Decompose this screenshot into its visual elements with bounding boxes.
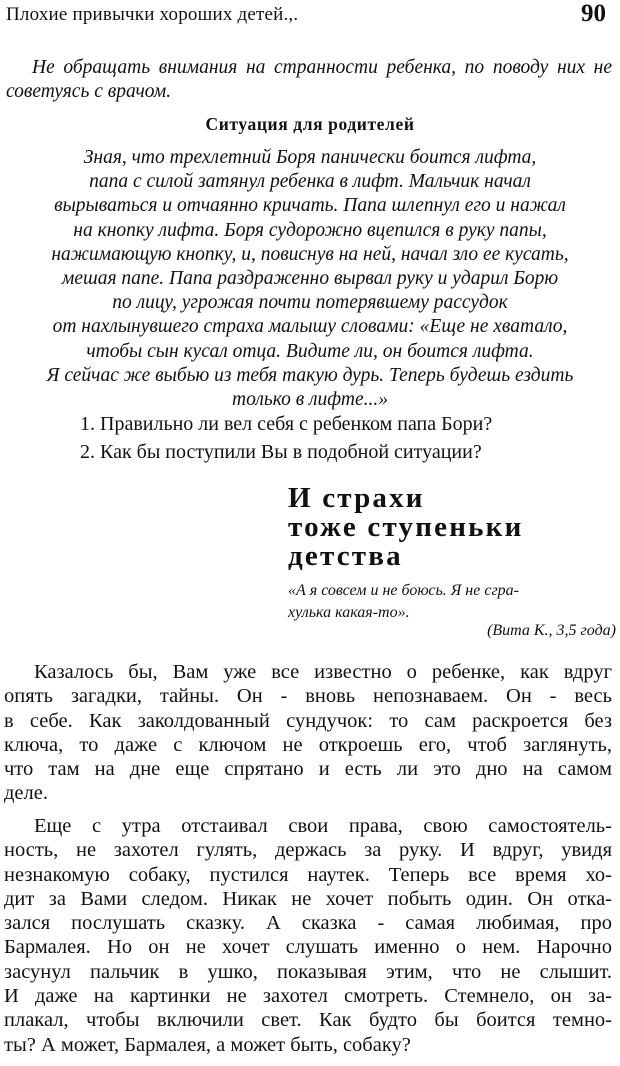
body-line: опять загадки, тайны. Он - вновь непознаваем. Он - весь <box>4 685 612 708</box>
story-line: по лицу, угрожая почти потерявшему рассудок <box>112 292 508 314</box>
story-line: чтобы сын кусал отца. Видите ли, он боится лифта. <box>86 340 534 362</box>
chapter-title-line: детства <box>288 540 403 572</box>
intro-paragraph: Не обращать внимания на странности ребенка, по поводу них не советуясь с врачом. <box>6 57 612 102</box>
body-line: Казалось бы, Вам уже все известно о ребенке, как вдруг <box>34 661 612 683</box>
page-number: 90 <box>581 0 606 27</box>
running-title: Плохие привычки хороших детей.,. <box>6 4 299 25</box>
body-line: Бармалея. Но он не хочет слушать именно о нем. Нарочно <box>4 936 612 959</box>
story-line: Я сейчас же выбью из тебя такую дурь. Теперь будешь ездить <box>46 364 574 386</box>
story-line: от нахлынувшего страха малышу словами: «Еще не хватало, <box>52 316 568 338</box>
body-line: что там на дне еще спрятано и есть ли это дно на самом <box>4 758 612 781</box>
body-line: ключа, то даже с ключом не откроешь его, чтоб заглянуть, <box>4 733 612 756</box>
chapter-title <box>288 484 524 571</box>
chapter-title-line: тоже ступеньки <box>288 511 524 543</box>
situation-heading: Ситуация для родителей <box>205 114 415 134</box>
question-item: 1. Правильно ли вел себя с ребенком папа Бори? <box>80 413 493 435</box>
body-line: дит за Вами следом. Никак не хочет побыть один. Он отка- <box>4 887 612 910</box>
story-line: мешая папе. Папа раздраженно вырвал руку и ударил Борю <box>61 268 559 290</box>
body-paragraph-2 <box>4 814 612 1057</box>
chapter-epigraph <box>288 580 588 624</box>
body-line: плакал, чтобы включили свет. Как будто бы боится темно- <box>4 1009 612 1032</box>
story-line: вырываться и отчаянно кричать. Папа шлепнул его и нажал <box>54 195 566 217</box>
chapter-title-line: И страхи <box>288 482 425 514</box>
situation-questions <box>80 410 492 466</box>
body-line: засунул пальчик в ушко, показывая этим, что не слышит. <box>4 960 612 983</box>
body-line: деле. <box>4 782 48 805</box>
epigraph-line: «А я совсем и не боюсь. Я не сгра- <box>288 582 520 599</box>
body-line: ты? А может, Бармалея, а может быть, собаку? <box>4 1033 411 1056</box>
body-paragraph-1 <box>4 660 612 806</box>
story-line: нажимающую кнопку, и, повиснув на ней, начал зло ее кусать, <box>51 243 569 265</box>
epigraph-author: (Вита К., 3,5 года) <box>487 622 616 639</box>
body-line: в себе. Как заколдованный сундучок: то сам раскроется без <box>4 709 612 732</box>
body-line: И даже на картинки не захотел смотреть. Стемнело, он за- <box>4 985 612 1008</box>
story-line: Зная, что трехлетний Боря панически боится лифта, <box>83 147 537 168</box>
story-line: на кнопку лифта. Боря судорожно вцепился в руку папы, <box>73 219 547 241</box>
story-line: папа с силой затянул ребенка в лифт. Мальчик начал <box>89 171 531 193</box>
story-line: только в лифте...» <box>231 389 389 411</box>
body-line: Еще с утра отстаивал свои права, свою самостоятель- <box>34 815 612 837</box>
epigraph-line: хулька какая-то». <box>288 604 410 621</box>
situation-story <box>0 146 620 412</box>
question-item: 2. Как бы поступили Вы в подобной ситуации? <box>80 441 482 463</box>
body-line: зался послушать сказку. А сказка - самая любимая, про <box>4 912 612 935</box>
body-line: незнакомую собаку, пустился наутек. Теперь все время хо- <box>4 863 612 886</box>
body-line: ность, не захотел гулять, держась за руку. И вдруг, увидя <box>4 839 612 862</box>
